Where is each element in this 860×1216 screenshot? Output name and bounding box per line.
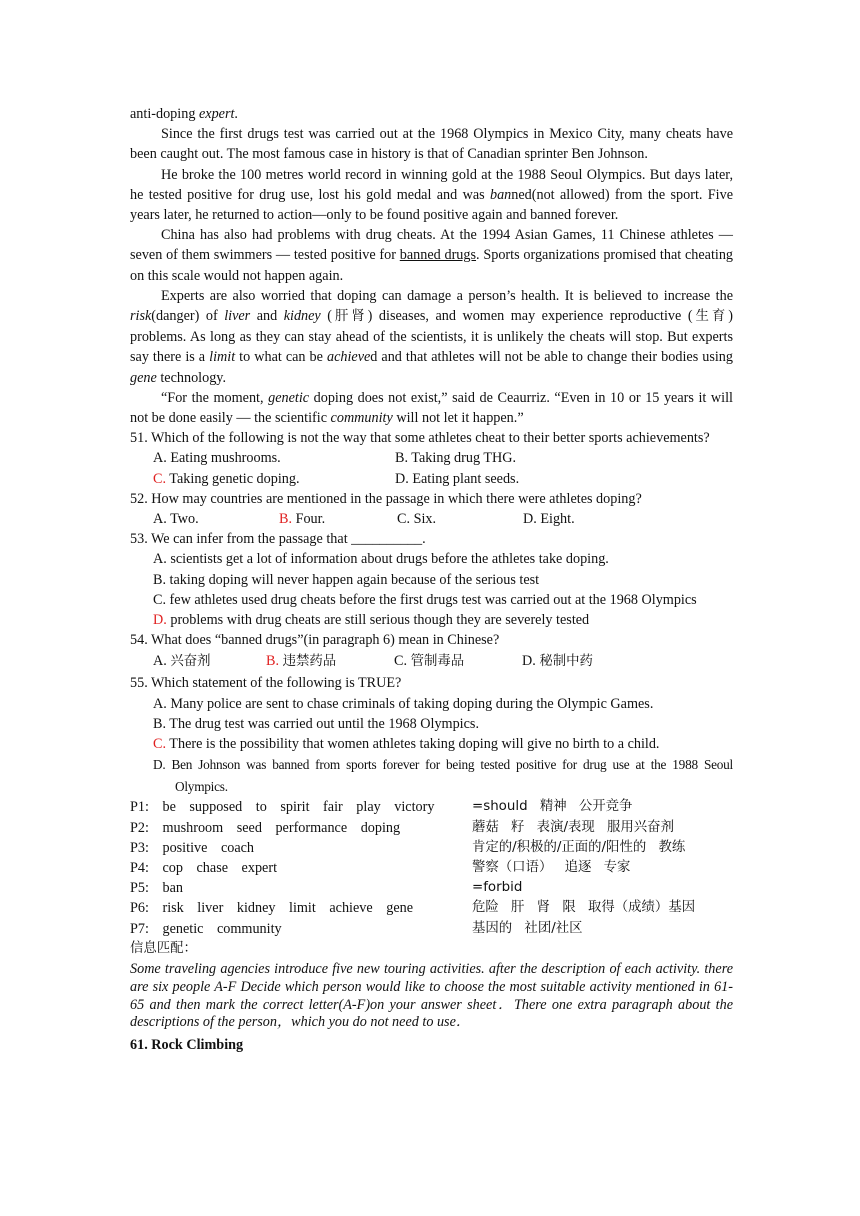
passage-line-0: anti-doping expert. — [130, 106, 238, 122]
question-55-stem: 55. Which statement of the following is TRUE? — [130, 675, 402, 692]
question-54-options — [130, 650, 733, 673]
question-53-options — [130, 549, 733, 630]
passage-paragraph-2: He broke the 100 metres world record in winning gold at the 1988 Seoul Olympics. But days later, he tested positive for drug use, lost his gold medal and was banned(not allowed) from the sport. Five years later, he returned to action—only to be found positive again and banned forever. — [130, 166, 733, 224]
passage-paragraph-4: Experts are also worried that doping can damage a person’s health. It is believed to increase the risk(danger) of liver and kidney (肝肾) diseases, and women may experience reproductive (生育) problems. As long as they can stay ahead of the scientists, it is unlikely the cheats will stop. But experts say there is a limit to what can be achieved and that athletes will not be able to change their bodies using gene technology. — [130, 287, 733, 386]
option-54-c: C. 管制毒品 — [394, 653, 465, 670]
option-51-c: C. Taking genetic doping. — [153, 470, 300, 487]
option-55-b: B. The drug test was carried out until the 1968 Olympics. — [153, 715, 479, 732]
matching-instructions: Some traveling agencies introduce five new touring activities. after the description of each activity. there are six people A-F Decide which person would like to choose the most suitable activity mentioned in 61-65 and then mark the correct letter(A-F)on your answer sheet．There one extra paragraph about the descriptions of the person，which you do not need to use． — [130, 960, 733, 1031]
answer-mark: D. — [153, 612, 167, 629]
vocab-row-p2: P2: mushroom seed performance doping 蘑菇 籽 表演/表现 服用兴奋剂 — [130, 819, 674, 836]
option-53-c: C. few athletes used drug cheats before the first drugs test was carried out at the 1968 Olympics — [153, 591, 697, 608]
answer-mark: B. — [266, 653, 280, 670]
vocabulary-list — [130, 797, 733, 938]
option-53-a: A. scientists get a lot of information about drugs before the athletes take doping. — [153, 551, 609, 568]
question-55-options — [130, 694, 733, 798]
document-page — [130, 104, 733, 1056]
question-52-stem: 52. How may countries are mentioned in the passage in which there were athletes doping? — [130, 490, 642, 507]
question-53-stem: 53. We can infer from the passage that __________. — [130, 531, 426, 548]
answer-mark: C. — [153, 470, 167, 487]
question-54-stem: 54. What does “banned drugs”(in paragraph 6) mean in Chinese? — [130, 632, 500, 649]
option-52-d: D. Eight. — [523, 511, 575, 528]
option-54-d: D. 秘制中药 — [522, 653, 593, 670]
vocab-row-p6: P6: risk liver kidney limit achieve gene 危险 肝 肾 限 取得（成绩）基因 — [130, 900, 696, 917]
option-53-b: B. taking doping will never happen again because of the serious test — [153, 571, 540, 588]
option-51-a: A. Eating mushrooms. — [153, 450, 281, 467]
option-54-a: A. 兴奋剂 — [153, 653, 211, 670]
option-52-b: B. Four. — [279, 511, 326, 528]
vocab-row-p5: P5: ban =forbid — [130, 880, 523, 897]
option-55-c: C. There is the possibility that women athletes taking doping will give no birth to a child. — [153, 736, 660, 753]
vocab-row-p7: P7: genetic community 基因的 社团/社区 — [130, 920, 583, 937]
option-55-d: D. Ben Johnson was banned from sports forever for being tested positive for drug use at the 1988 Seoul Olympics. — [153, 757, 733, 794]
section-heading-61: 61. Rock Climbing — [130, 1037, 244, 1054]
option-51-d: D. Eating plant seeds. — [395, 470, 520, 487]
option-54-b: B. 违禁药品 — [266, 653, 337, 670]
banned-drugs-underlined: banned drugs — [399, 247, 477, 264]
vocab-row-p1: P1: be supposed to spirit fair play victory =should 精神 公开竞争 — [130, 799, 633, 816]
option-51-b: B. Taking drug THG. — [395, 450, 517, 467]
matching-title: 信息匹配： — [130, 940, 197, 956]
question-51-options-row-1 — [130, 448, 733, 468]
answer-mark: B. — [279, 511, 293, 528]
option-55-a: A. Many police are sent to chase criminals of taking doping during the Olympic Games. — [153, 695, 654, 712]
passage-paragraph-5: “For the moment, genetic doping does not exist,” said de Ceaurriz. “Even in 10 or 15 years it will not be done easily — the scientific community will not let it happen.” — [130, 389, 733, 427]
passage-paragraph-3: China has also had problems with drug cheats. At the 1994 Asian Games, 11 Chinese athletes —seven of them swimmers — tested positive for banned drugs. Sports organizations promised that cheating on this scale would not happen again. — [130, 227, 734, 284]
option-52-a: A. Two. — [153, 511, 199, 528]
passage-paragraph-1: Since the first drugs test was carried out at the 1968 Olympics in Mexico City, many cheats have been caught out. The most famous case in history is that of Canadian sprinter Ben Johnson. — [130, 126, 733, 163]
question-52-options — [130, 509, 733, 529]
option-53-d: D. problems with drug cheats are still serious though they are severely tested — [153, 612, 590, 629]
vocab-row-p4: P4: cop chase expert 警察（口语） 追逐 专家 — [130, 859, 631, 876]
option-52-c: C. Six. — [397, 511, 437, 528]
answer-mark: C. — [153, 736, 167, 753]
question-51-stem: 51. Which of the following is not the way that some athletes cheat to their better sports achievements? — [130, 430, 710, 447]
vocab-row-p3: P3: positive coach 肯定的/积极的/正面的/阳性的 教练 — [130, 839, 686, 856]
question-51-options-row-2 — [130, 469, 733, 489]
